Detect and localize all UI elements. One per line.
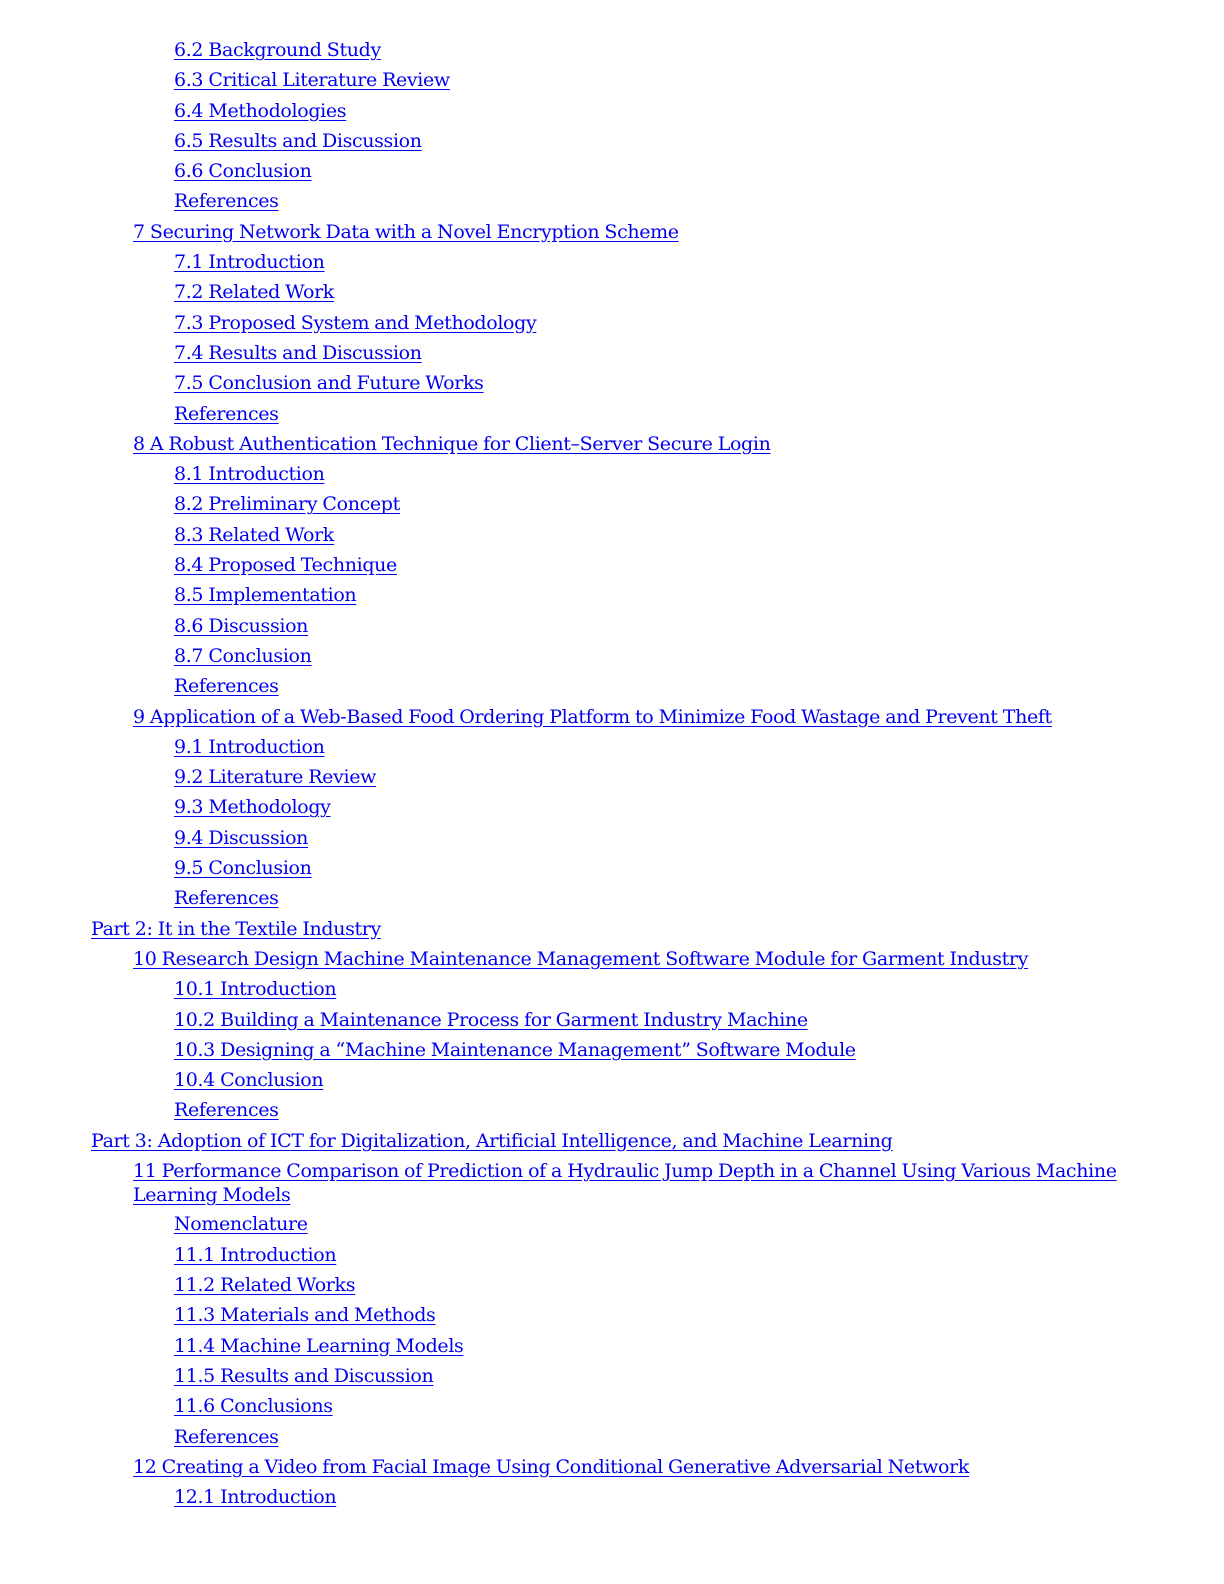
toc-section-link[interactable]: 11.5 Results and Discussion	[174, 1364, 434, 1387]
toc-section-link[interactable]: References	[174, 1099, 279, 1122]
toc-section-link[interactable]: 7.2 Related Work	[174, 281, 334, 304]
toc-section-link[interactable]: 12.1 Introduction	[174, 1486, 337, 1509]
toc-section-link[interactable]: 9.4 Discussion	[174, 826, 309, 849]
toc-section-link[interactable]: 11.4 Machine Learning Models	[174, 1334, 464, 1357]
toc-section-link[interactable]: 7.1 Introduction	[174, 251, 325, 274]
toc-section-link[interactable]: 7.5 Conclusion and Future Works	[174, 372, 484, 395]
toc-section-link[interactable]: 6.5 Results and Discussion	[174, 129, 422, 152]
toc-section-link[interactable]: References	[174, 402, 279, 425]
toc-section-link[interactable]: 9.3 Methodology	[174, 796, 331, 819]
toc-section-link[interactable]: References	[174, 887, 279, 910]
toc-section-link[interactable]: 11.3 Materials and Methods	[174, 1304, 436, 1327]
toc-section-link[interactable]: 7.4 Results and Discussion	[174, 341, 422, 364]
toc-chapter-link[interactable]: 10 Research Design Machine Maintenance Management Software Module for Garment Industry	[133, 947, 1029, 970]
toc-section-link[interactable]: 8.4 Proposed Technique	[174, 554, 397, 577]
toc-section-link[interactable]: 10.1 Introduction	[174, 978, 337, 1001]
toc-section-link[interactable]: 7.3 Proposed System and Methodology	[174, 311, 537, 334]
toc-section-link[interactable]: 6.3 Critical Literature Review	[174, 69, 450, 92]
toc-chapter-link[interactable]: 7 Securing Network Data with a Novel Encryption Scheme	[133, 220, 679, 243]
toc-section-link[interactable]: 6.6 Conclusion	[174, 160, 312, 183]
toc-section-link[interactable]: 9.2 Literature Review	[174, 766, 376, 789]
toc-section-link[interactable]: 8.1 Introduction	[174, 463, 325, 486]
toc-part-link[interactable]: Part 3: Adoption of ICT for Digitalization, Artificial Intelligence, and Machine Learning	[91, 1129, 893, 1152]
toc-section-link[interactable]: 9.5 Conclusion	[174, 857, 312, 880]
toc-section-link[interactable]: 8.3 Related Work	[174, 523, 334, 546]
toc-section-link[interactable]: 11.6 Conclusions	[174, 1395, 333, 1418]
toc-section-link[interactable]: 8.6 Discussion	[174, 614, 309, 637]
toc-section-link[interactable]: 10.2 Building a Maintenance Process for Garment Industry Machine	[174, 1008, 808, 1031]
toc-section-link[interactable]: 11.1 Introduction	[174, 1243, 337, 1266]
toc-section-link[interactable]: 10.3 Designing a “Machine Maintenance Management” Software Module	[174, 1038, 856, 1061]
toc-section-link[interactable]: 10.4 Conclusion	[174, 1069, 324, 1092]
toc-section-link[interactable]: 6.4 Methodologies	[174, 99, 347, 122]
toc-chapter-link[interactable]: 12 Creating a Video from Facial Image Using Conditional Generative Adversarial Network	[133, 1455, 969, 1478]
toc-section-link[interactable]: Nomenclature	[174, 1213, 308, 1236]
toc-section-link[interactable]: References	[174, 675, 279, 698]
toc-section-link[interactable]: 11.2 Related Works	[174, 1274, 356, 1297]
toc-chapter-link[interactable]: 8 A Robust Authentication Technique for Client–Server Secure Login	[133, 432, 771, 455]
toc-chapter-link[interactable]: 9 Application of a Web-Based Food Ordering Platform to Minimize Food Wastage and Prevent Theft	[133, 705, 1052, 728]
toc-section-link[interactable]: 6.2 Background Study	[174, 39, 381, 61]
toc-chapter-link[interactable]: 11 Performance Comparison of Prediction of a Hydraulic Jump Depth in a Channel Using Various Machine Learning Models	[133, 1159, 1117, 1206]
table-of-contents	[0, 38, 1224, 1515]
toc-section-link[interactable]: 8.2 Preliminary Concept	[174, 493, 400, 516]
toc-part-link[interactable]: Part 2: It in the Textile Industry	[91, 917, 381, 940]
toc-section-link[interactable]: References	[174, 1425, 279, 1448]
toc-section-link[interactable]: 9.1 Introduction	[174, 735, 325, 758]
toc-section-link[interactable]: References	[174, 190, 279, 213]
toc-section-link[interactable]: 8.5 Implementation	[174, 584, 357, 607]
toc-section-link[interactable]: 8.7 Conclusion	[174, 644, 312, 667]
